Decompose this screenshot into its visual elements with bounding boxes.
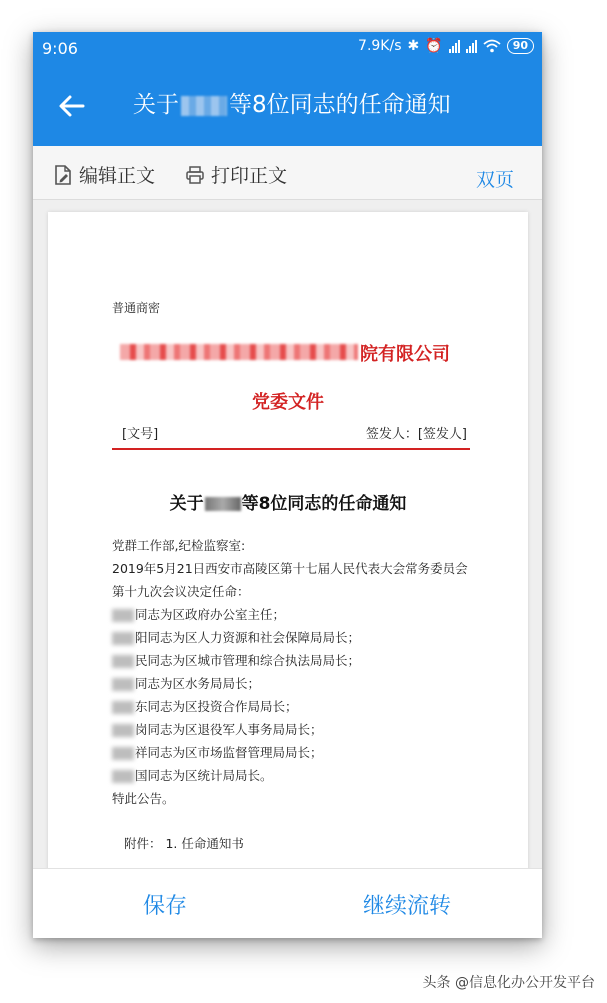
list-item: 阳同志为区人力资源和社会保障局局长； <box>112 626 482 649</box>
redacted-name <box>112 632 134 645</box>
document-body <box>112 534 482 810</box>
heading-prefix: 关于 <box>169 494 204 514</box>
phone-screen <box>33 32 542 938</box>
document-heading <box>48 489 528 514</box>
redacted-name <box>112 747 134 760</box>
company-name <box>120 340 470 364</box>
classification-label: 普通商密 <box>112 301 161 315</box>
redacted-name <box>112 724 134 737</box>
status-bar <box>33 32 542 65</box>
status-time: 9:06 <box>42 39 78 58</box>
title-suffix: 等8位同志的任命通知 <box>229 92 451 118</box>
network-speed: 7.9K/s <box>358 38 402 54</box>
edit-document-icon <box>53 164 73 186</box>
signal-icon <box>449 39 460 53</box>
dual-page-button[interactable]: 双页 <box>475 169 514 191</box>
title-bar <box>33 65 542 146</box>
edit-body-button[interactable] <box>53 161 155 188</box>
redacted-name <box>205 497 241 511</box>
back-arrow-icon[interactable] <box>55 89 89 123</box>
redacted-name <box>112 678 134 691</box>
alarm-icon: ⏰ <box>425 38 443 54</box>
edit-body-label: 编辑正文 <box>79 165 156 187</box>
print-body-button[interactable] <box>185 161 287 188</box>
list-item: 东同志为区投资合作局局长； <box>112 695 482 718</box>
document-page <box>48 212 528 872</box>
red-divider <box>112 448 470 450</box>
redacted-name <box>112 655 134 668</box>
bluetooth-icon: ✱ <box>407 38 420 54</box>
signal-icon-2 <box>466 39 477 53</box>
print-body-label: 打印正文 <box>211 165 288 187</box>
redacted-name <box>112 701 134 714</box>
redacted-name <box>181 96 227 116</box>
redacted-name <box>112 770 134 783</box>
save-button[interactable]: 保存 <box>143 894 188 919</box>
recipients: 党群工作部,纪检监察室: <box>112 538 246 553</box>
redacted-company-name <box>120 344 358 360</box>
party-file-title: 党委文件 <box>252 392 324 413</box>
list-item: 民同志为区城市管理和综合执法局局长； <box>112 649 482 672</box>
battery-icon: 90 <box>507 38 534 54</box>
wifi-icon <box>483 39 501 53</box>
doc-number: [文号] <box>122 427 159 442</box>
paragraph-line: 第十九次会议决定任命： <box>112 584 250 599</box>
status-icons <box>358 38 534 54</box>
paragraph-line: 2019年5月21日西安市高陵区第十七届人民代表大会常务委员会 <box>112 561 468 576</box>
list-item: 国同志为区统计局局长。 <box>112 764 482 787</box>
list-item: 同志为区水务局局长； <box>112 672 482 695</box>
printer-icon <box>185 165 205 185</box>
list-item: 同志为区政府办公室主任； <box>112 603 482 626</box>
bottom-action-bar <box>33 868 542 938</box>
redacted-name <box>112 609 134 622</box>
continue-forward-button[interactable]: 继续流转 <box>363 894 452 919</box>
signer: 签发人：[签发人] <box>365 427 467 442</box>
page-title <box>133 89 483 121</box>
list-item: 祥同志为区市场监督管理局局长； <box>112 741 482 764</box>
list-item: 岗同志为区退役军人事务局局长； <box>112 718 482 741</box>
heading-suffix: 等8位同志的任命通知 <box>241 494 407 514</box>
document-toolbar <box>33 146 542 200</box>
company-suffix: 院有限公司 <box>360 344 450 365</box>
attachment-line: 附件： 1. 任命通知书 <box>124 836 244 851</box>
watermark: 头条 @信息化办公开发平台 <box>422 975 595 991</box>
closing: 特此公告。 <box>112 791 175 806</box>
title-prefix: 关于 <box>133 92 179 118</box>
